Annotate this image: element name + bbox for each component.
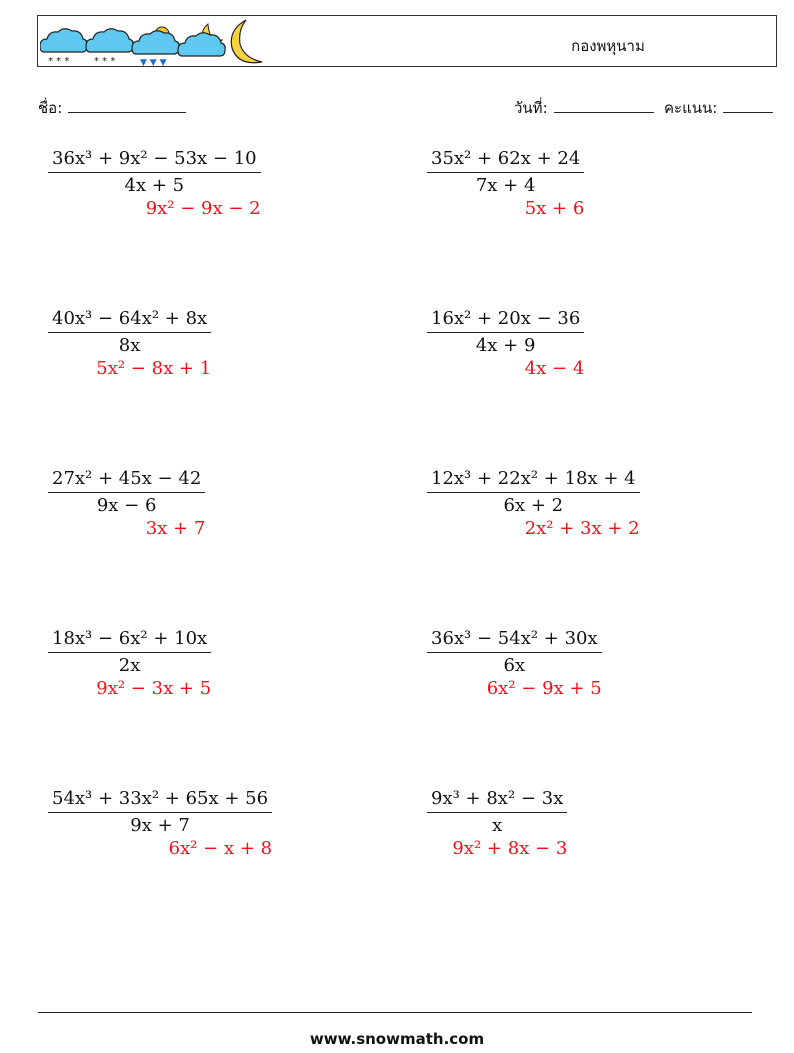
svg-text:▼ ▼ ▼: ▼ ▼ ▼ [140, 58, 167, 66]
numerator: 12x³ + 22x² + 18x + 4 [427, 468, 640, 493]
fraction [427, 788, 567, 859]
denominator: x [492, 815, 503, 836]
score-label: คะแนน: [664, 99, 718, 117]
problem-7 [48, 628, 211, 699]
answer: 9x² + 8x − 3 [452, 838, 568, 859]
answer: 4x − 4 [524, 358, 585, 379]
denominator: 9x + 7 [130, 815, 190, 836]
answer: 2x² + 3x + 2 [524, 518, 640, 539]
denominator: 7x + 4 [475, 175, 536, 196]
svg-text:* * *: * * * [94, 56, 116, 66]
date-label: วันที่: [514, 99, 548, 117]
denominator: 4x + 5 [124, 175, 185, 196]
moon-cloud-icon [178, 24, 225, 56]
crescent-moon-icon [231, 20, 262, 63]
problem-4 [427, 308, 584, 379]
answer: 5x² − 8x + 1 [96, 358, 212, 379]
problem-5 [48, 468, 205, 539]
problem-3 [48, 308, 211, 379]
numerator: 18x³ − 6x² + 10x [48, 628, 211, 653]
snow-cloud-icon [40, 29, 87, 66]
numerator: 36x³ + 9x² − 53x − 10 [48, 148, 261, 173]
score-blank[interactable] [723, 98, 773, 113]
answer: 6x² − x + 8 [168, 838, 273, 859]
answer: 5x + 6 [524, 198, 585, 219]
fraction [427, 468, 640, 539]
fraction [48, 788, 272, 859]
date-field [514, 96, 654, 120]
svg-text:* * *: * * * [48, 56, 70, 66]
denominator: 4x + 9 [475, 335, 536, 356]
snow-cloud-icon [86, 29, 133, 66]
problem-1 [48, 148, 261, 219]
fraction [48, 468, 205, 539]
worksheet-header [37, 15, 777, 67]
fraction [48, 308, 211, 379]
numerator: 16x² + 20x − 36 [427, 308, 584, 333]
name-field [38, 96, 186, 120]
denominator: 2x [118, 655, 141, 676]
footer-url[interactable]: www.snowmath.com [309, 1030, 485, 1048]
numerator: 40x³ − 64x² + 8x [48, 308, 211, 333]
name-blank[interactable] [68, 98, 186, 113]
answer: 6x² − 9x + 5 [486, 678, 602, 699]
fraction [48, 148, 261, 219]
numerator: 36x³ − 54x² + 30x [427, 628, 602, 653]
problem-8 [427, 628, 602, 699]
numerator: 27x² + 45x − 42 [48, 468, 205, 493]
problem-2 [427, 148, 584, 219]
fraction [427, 148, 584, 219]
denominator: 6x [503, 655, 526, 676]
answer: 3x + 7 [145, 518, 206, 539]
denominator: 8x [118, 335, 141, 356]
name-label: ชื่อ: [38, 99, 63, 117]
numerator: 9x³ + 8x² − 3x [427, 788, 567, 813]
problem-6 [427, 468, 640, 539]
fraction [427, 308, 584, 379]
denominator: 9x − 6 [96, 495, 157, 516]
score-field [664, 96, 773, 120]
denominator: 6x + 2 [503, 495, 564, 516]
answer: 9x² − 3x + 5 [96, 678, 212, 699]
sun-rain-cloud-icon [132, 27, 179, 66]
numerator: 54x³ + 33x² + 65x + 56 [48, 788, 272, 813]
answer: 9x² − 9x − 2 [145, 198, 261, 219]
footer-divider [38, 1012, 752, 1013]
problem-10 [427, 788, 567, 859]
fraction [48, 628, 211, 699]
fraction [427, 628, 602, 699]
date-blank[interactable] [554, 98, 654, 113]
problem-9 [48, 788, 272, 859]
numerator: 35x² + 62x + 24 [427, 148, 584, 173]
worksheet-title: กองพหุนาม [571, 37, 645, 55]
weather-icons [40, 18, 270, 66]
